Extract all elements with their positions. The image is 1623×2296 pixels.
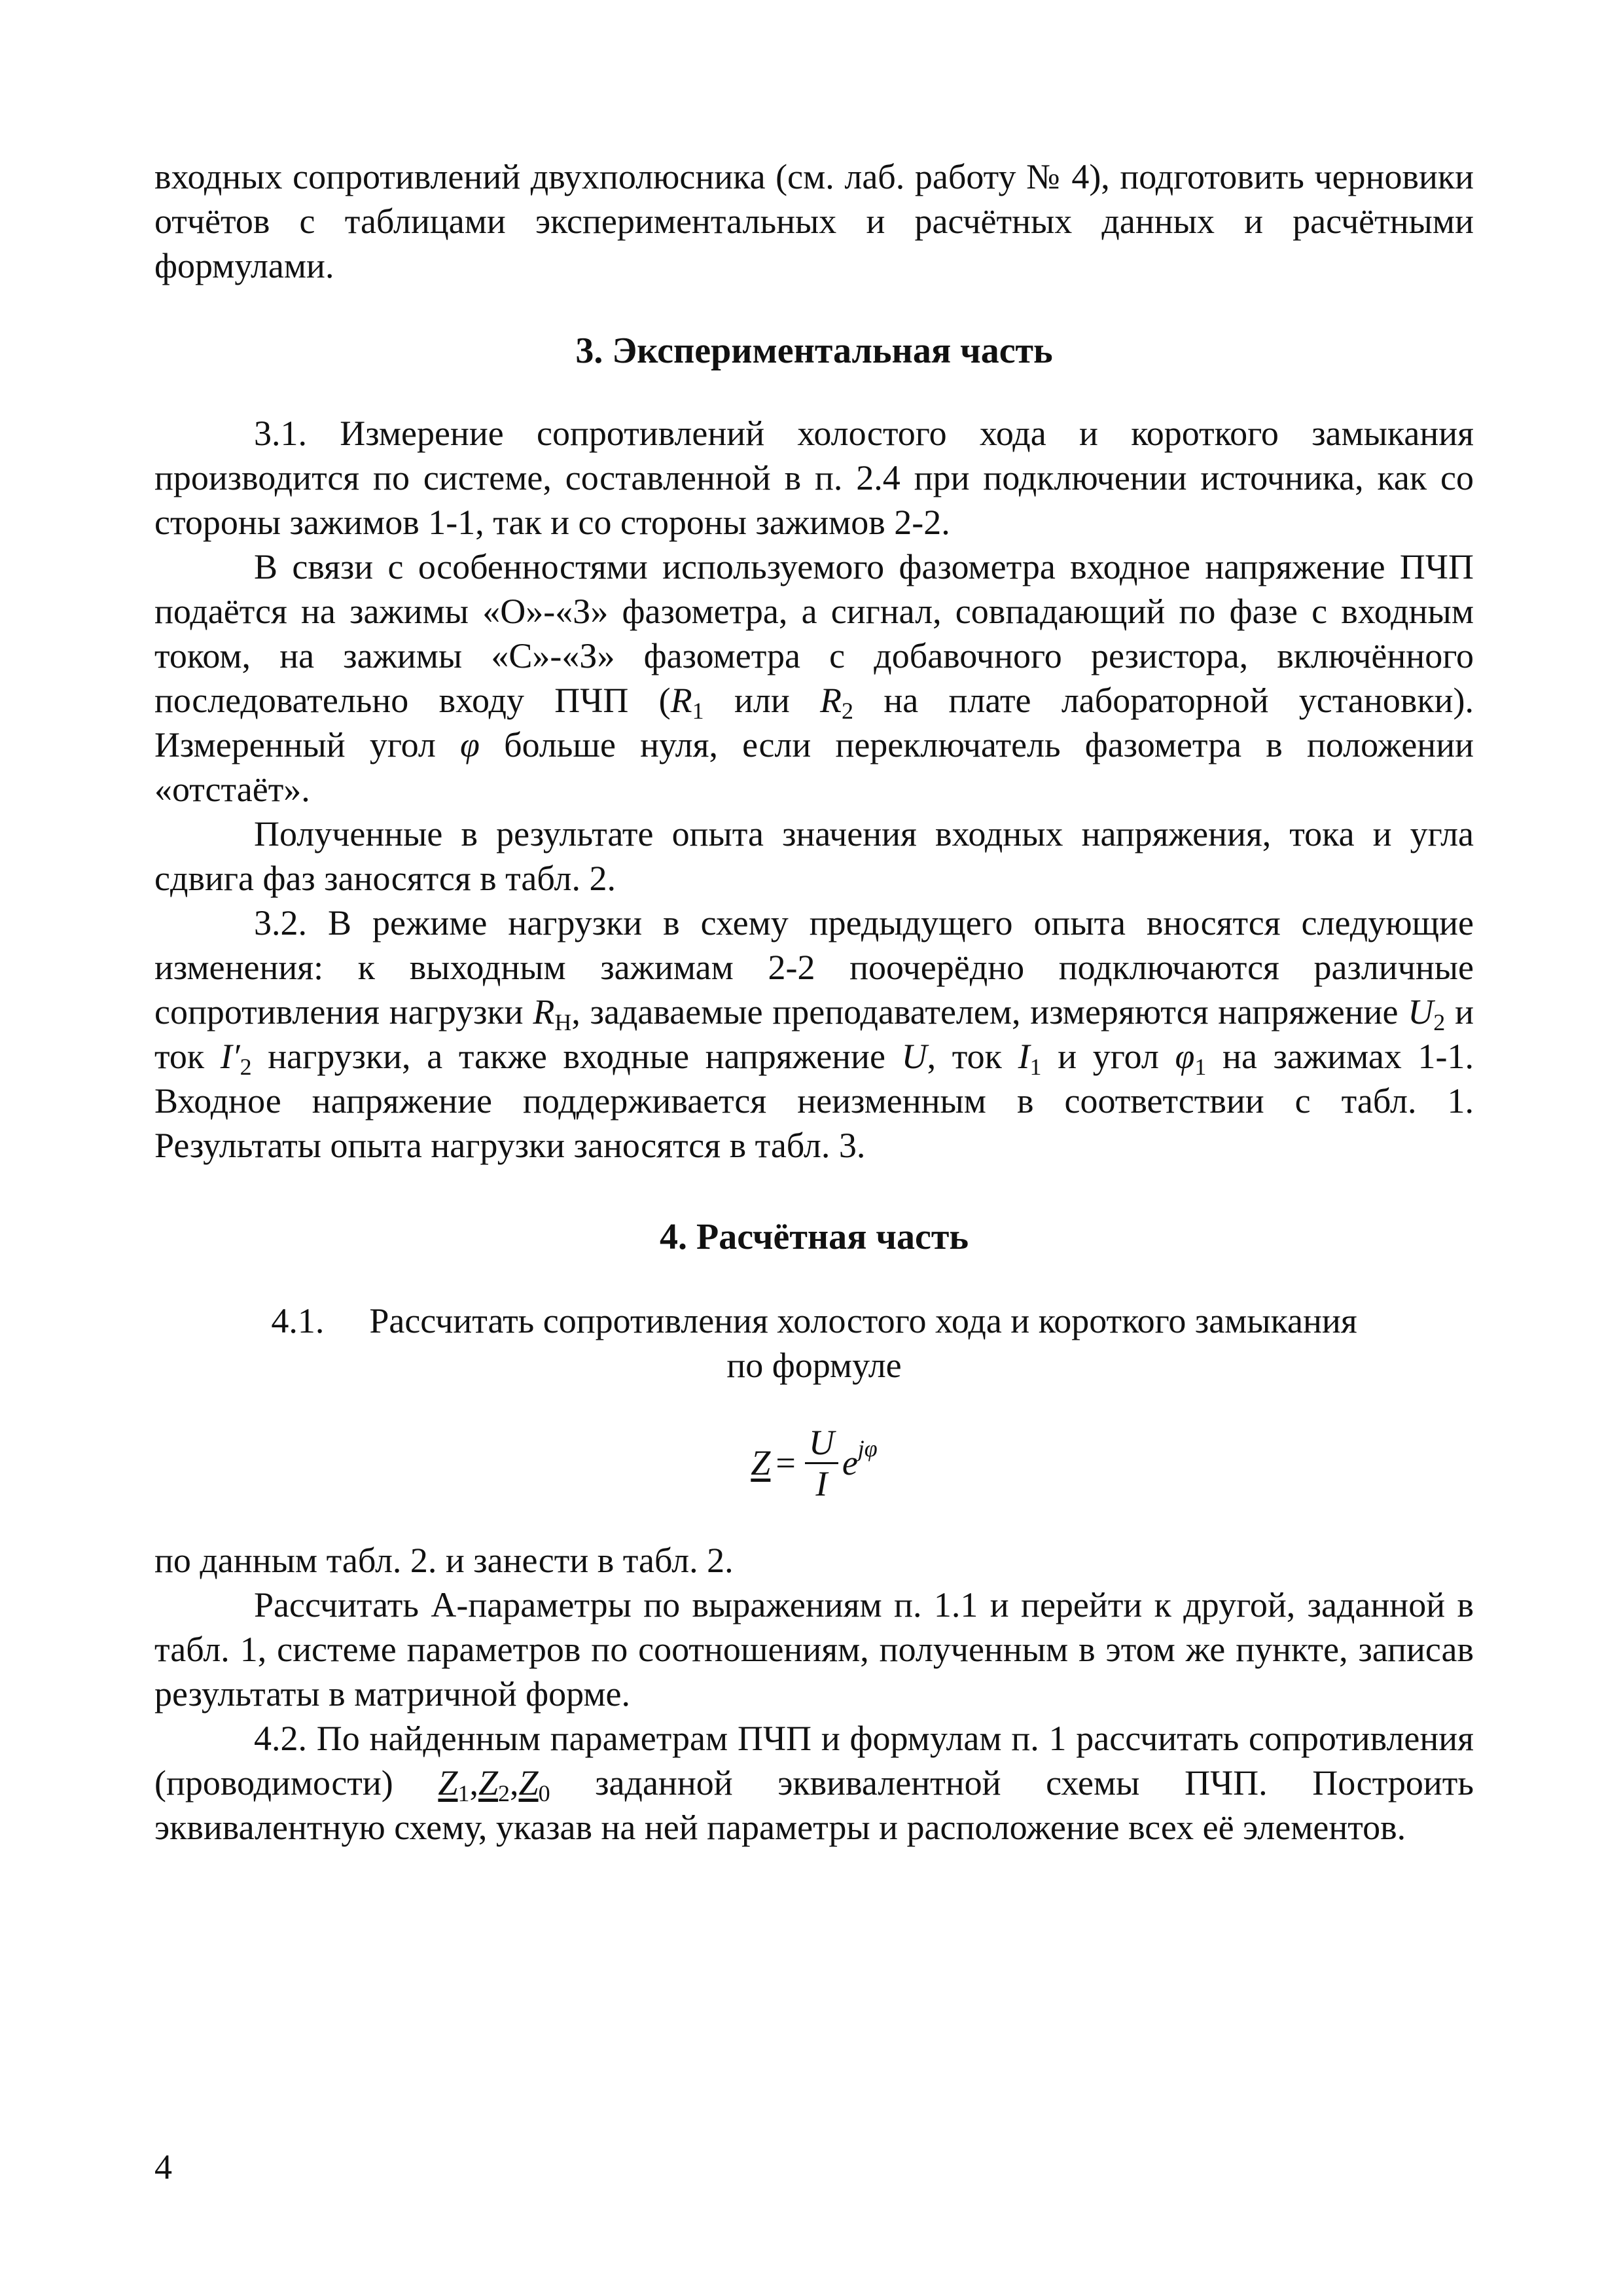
formula-denominator: I [815, 1463, 828, 1503]
formula-exp-base: e [842, 1443, 858, 1482]
item-4-1-text-cont: по формуле [726, 1346, 902, 1385]
page-number: 4 [154, 2147, 172, 2187]
formula-exponent: jφ [857, 1435, 878, 1462]
section3-heading: 3. Экспериментальная часть [575, 331, 1053, 371]
formula-fraction [805, 1423, 838, 1503]
paragraph-after-formula: по данным табл. 2. и занести в табл. 2. [154, 1541, 734, 1580]
paragraph-a-params: Рассчитать А-параметры по выражениям п. 1.1 и перейти к другой, заданной в табл. 1, системе параметров по соотношениям, полученным в этом же пункте, записав результаты в матричной форме. [154, 1585, 1474, 1713]
intro-paragraph: входных сопротивлений двухполюсника (см. лаб. работу № 4), подготовить черновики отчётов с таблицами экспериментальных и расчётных данных и расчётными формулами. [154, 157, 1474, 285]
item-4-1-text: Рассчитать сопротивления холостого хода и короткого замыкания [369, 1301, 1357, 1340]
item-4-1 [154, 1299, 1474, 1343]
formula-lhs: Z [751, 1443, 771, 1482]
document-page [154, 154, 1474, 1850]
paragraph-3-2: 3.2. В режиме нагрузки в схему предыдущего опыта вносятся следующие изменения: к выходным зажимам 2-2 поочерёдно подключаются различные сопротивления нагрузки $R_H$, задаваемые преподавателем, измеряются напряжение $U_2$ и ток $I'_2$ нагрузки, а также входные напряжение U, ток $I_1$ и угол $\varphi_1$ на зажимах 1-1. Входное напряжение поддерживается неизменным в соответствии с табл. 1. Результаты опыта нагрузки заносятся в табл. 3. [154, 903, 1474, 1165]
paragraph-phasemeter: В связи с особенностями используемого фазометра входное напряжение ПЧП подаётся на зажимы «О»-«З» фазометра, а сигнал, совпадающий по фазе с входным током, на зажимы «С»-«З» фазометра с добавочного резистора, включённого последовательно входу ПЧП ($R_1$ или $R_2$ на плате лабораторной установки). Измеренный угол φ больше нуля, если переключатель фазометра в положении «отстаёт». [154, 547, 1474, 809]
formula-equals: = [776, 1443, 796, 1482]
section4-heading: 4. Расчётная часть [659, 1217, 969, 1257]
paragraph-results-table2: Полученные в результате опыта значения входных напряжения, тока и угла сдвига фаз заносятся в табл. 2. [154, 814, 1474, 898]
paragraph-3-1: 3.1. Измерение сопротивлений холостого хода и короткого замыкания производится по системе, составленной в п. 2.4 при подключении источника, как со стороны зажимов 1-1, так и со стороны зажимов 2-2. [154, 414, 1474, 542]
impedance-formula [154, 1414, 1474, 1512]
formula-numerator: U [805, 1423, 838, 1464]
paragraph-4-2: 4.2. По найденным параметрам ПЧП и формулам п. 1 рассчитать сопротивления (проводимости) $Z_1,Z_2,Z_0$ заданной эквивалентной схемы ПЧП. Построить эквивалентную схему, указав на ней параметры и расположение всех её элементов. [154, 1719, 1474, 1847]
item-4-1-number: 4.1. [271, 1301, 325, 1340]
